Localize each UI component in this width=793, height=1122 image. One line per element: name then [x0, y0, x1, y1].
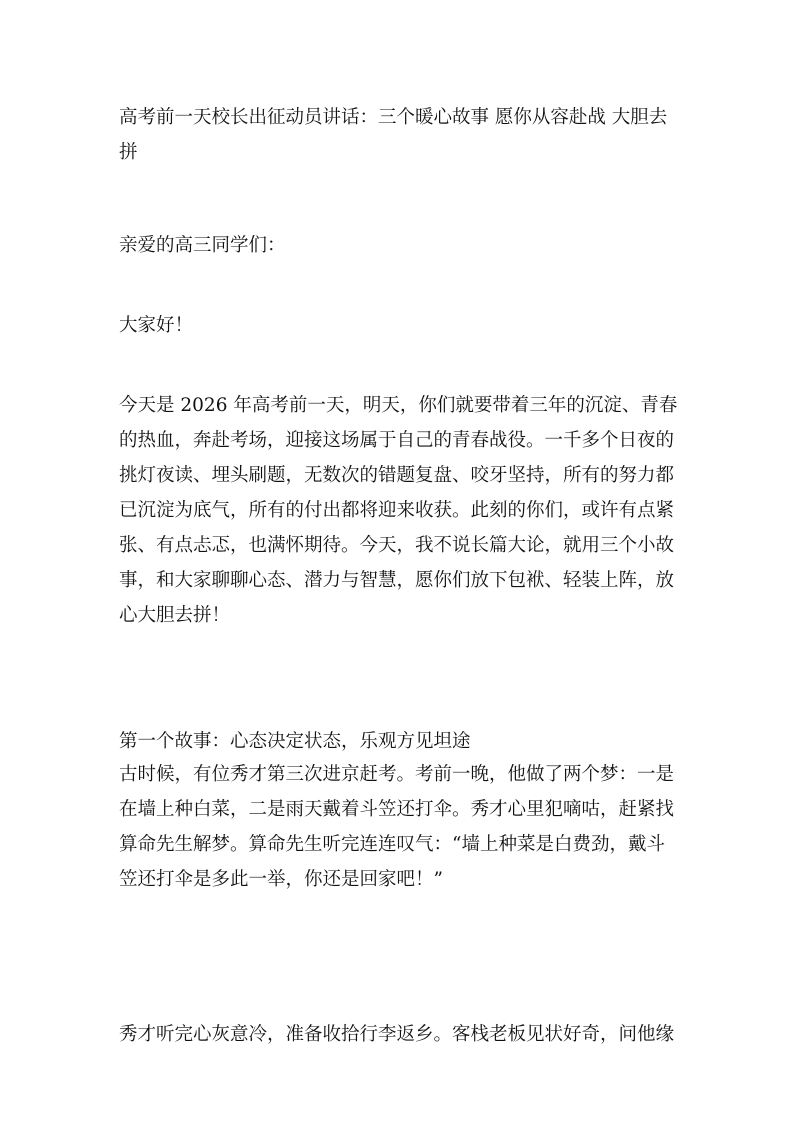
paragraph-line: 的热血，奔赴考场，迎接这场属于自己的青春战役。一千多个日夜的: [119, 430, 675, 451]
section-heading: 第一个故事：心态决定状态，乐观方见坦途: [119, 731, 471, 752]
paragraph-line: 古时候，有位秀才第三次进京赶考。考前一晚，他做了两个梦：一是: [119, 764, 675, 785]
greeting-text: 大家好！: [119, 315, 194, 336]
salutation-text: 亲爱的高三同学们：: [119, 235, 286, 256]
greeting: [119, 308, 685, 343]
paragraph-line: 秀才听完心灰意冷，准备收拾行李返乡。客栈老板见状好奇，问他缘: [119, 1024, 675, 1045]
paragraph-line: 笠还打伞是多此一举，你还是回家吧！”: [119, 869, 443, 890]
intro-paragraph: [119, 388, 685, 633]
title-line: 拼: [119, 142, 138, 163]
paragraph-line: 已沉淀为底气，所有的付出都将迎来收获。此刻的你们，或许有点紧: [119, 500, 675, 521]
paragraph-line: 在墙上种白菜，二是雨天戴着斗笠还打伞。秀才心里犯嘀咕，赶紧找: [119, 799, 675, 820]
document-title: [119, 100, 685, 170]
story1-paragraph: [119, 757, 685, 897]
paragraph-line: 心大胆去拼！: [119, 605, 231, 626]
paragraph-line: 挑灯夜读、埋头刷题，无数次的错题复盘、咬牙坚持，所有的努力都: [119, 465, 675, 486]
paragraph-line: 算命先生解梦。算命先生听完连连叹气：“墙上种菜是白费劲，戴斗: [119, 834, 665, 855]
story1-continuation: [119, 1017, 685, 1052]
title-line: 高考前一天校长出征动员讲话：三个暖心故事 愿你从容赴战 大胆去: [119, 107, 668, 128]
story1-heading: [119, 727, 685, 757]
paragraph-line: 今天是 2026 年高考前一天，明天，你们就要带着三年的沉淀、青春: [119, 395, 678, 416]
salutation: [119, 228, 685, 263]
paragraph-line: 事，和大家聊聊心态、潜力与智慧，愿你们放下包袱、轻装上阵，放: [119, 570, 675, 591]
paragraph-line: 张、有点忐忑，也满怀期待。今天，我不说长篇大论，就用三个小故: [119, 535, 675, 556]
